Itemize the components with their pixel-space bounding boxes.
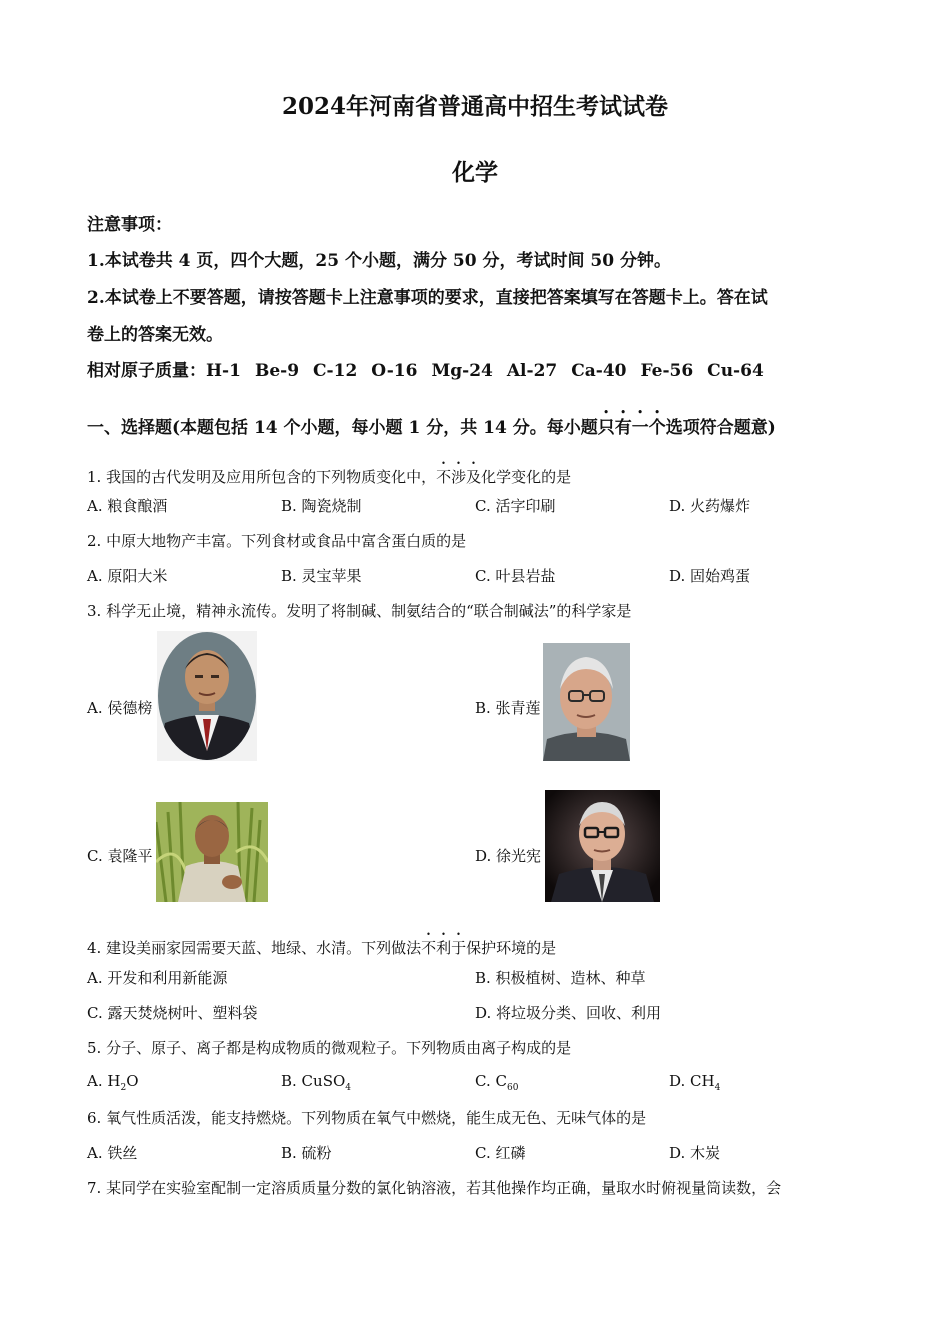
ram-item: Al-27 bbox=[506, 361, 558, 381]
ram-item: Cu-64 bbox=[707, 361, 764, 381]
ram-item: O-16 bbox=[371, 361, 418, 381]
ram-item: Be-9 bbox=[254, 361, 300, 381]
subject-title: 化学 bbox=[452, 159, 498, 186]
q3-option-b: B. 张青莲 bbox=[475, 699, 541, 717]
question-6: 6. 氧气性质活泼，能支持燃烧。下列物质在氧气中燃烧，能生成无色、无味气体的是 bbox=[87, 1109, 647, 1127]
atomic-mass-label: 相对原子质量： bbox=[87, 361, 206, 381]
emphasis-text: 不利于 bbox=[421, 939, 467, 957]
q2-option-d: D. 固始鸡蛋 bbox=[669, 567, 751, 585]
notice-item-2: 2.本试卷上不要答题，请按答题卡上注意事项的要求，直接把答案填写在答题卡上。答在试 bbox=[87, 288, 768, 308]
emphasis-text: 不涉及 bbox=[436, 468, 482, 486]
question-4 bbox=[87, 930, 556, 958]
formula-text: D. CH bbox=[669, 1072, 715, 1090]
q5-option-a bbox=[87, 1072, 139, 1093]
q2-option-b: B. 灵宝苹果 bbox=[281, 567, 362, 585]
q5-option-b bbox=[281, 1072, 351, 1093]
q4-option-a: A. 开发和利用新能源 bbox=[87, 969, 228, 987]
q1-option-d: D. 火药爆炸 bbox=[669, 497, 751, 515]
question-1 bbox=[87, 459, 571, 487]
formula-text: B. CuSO bbox=[281, 1072, 346, 1090]
q6-option-d: D. 木炭 bbox=[669, 1144, 721, 1162]
exam-title: 2024年河南省普通高中招生考试试卷 bbox=[281, 93, 668, 120]
section-1-heading bbox=[87, 408, 776, 438]
q3-option-a: A. 侯德榜 bbox=[87, 699, 153, 717]
atomic-mass-line bbox=[87, 356, 778, 381]
ram-item: Fe-56 bbox=[640, 361, 694, 381]
q4-option-c: C. 露天焚烧树叶、塑料袋 bbox=[87, 1004, 258, 1022]
section-1-text: 选项符合题意) bbox=[665, 418, 776, 438]
question-text: 化学变化的是 bbox=[481, 468, 572, 486]
question-7: 7. 某同学在实验室配制一定溶质质量分数的氯化钠溶液，若其他操作均正确，量取水时俯视量筒读数，会 bbox=[87, 1179, 782, 1197]
question-5: 5. 分子、原子、离子都是构成物质的微观粒子。下列物质由离子构成的是 bbox=[87, 1039, 572, 1057]
q4-option-b: B. 积极植树、造林、种草 bbox=[475, 969, 646, 987]
ram-item: Mg-24 bbox=[431, 361, 493, 381]
ram-item: C-12 bbox=[313, 361, 358, 381]
formula-text: O bbox=[126, 1072, 139, 1090]
question-3: 3. 科学无止境，精神永流传。发明了将制碱、制氨结合的“联合制碱法”的科学家是 bbox=[87, 602, 632, 620]
q5-option-c bbox=[475, 1072, 518, 1093]
ram-item: Ca-40 bbox=[571, 361, 627, 381]
portrait-yuan-longping bbox=[156, 802, 268, 902]
portrait-zhang-qinglian bbox=[543, 643, 630, 761]
q1-option-c: C. 活字印刷 bbox=[475, 497, 556, 515]
q3-option-d: D. 徐光宪 bbox=[475, 847, 542, 865]
question-text: 保护环境的是 bbox=[466, 939, 557, 957]
section-1-text: 一、选择题(本题包括 14 个小题，每小题 1 分，共 14 分。每小题 bbox=[87, 418, 598, 438]
q1-option-b: B. 陶瓷烧制 bbox=[281, 497, 362, 515]
formula-subscript: 2 bbox=[120, 1083, 127, 1093]
question-text: 1. 我国的古代发明及应用所包含的下列物质变化中， bbox=[87, 468, 437, 486]
formula-subscript: 60 bbox=[506, 1083, 519, 1093]
q1-option-a: A. 粮食酿酒 bbox=[87, 497, 168, 515]
portrait-xu-guangxian bbox=[545, 790, 660, 902]
q6-option-b: B. 硫粉 bbox=[281, 1144, 332, 1162]
q4-option-d: D. 将垃圾分类、回收、利用 bbox=[475, 1004, 662, 1022]
ram-item: H-1 bbox=[206, 361, 241, 381]
q3-option-c: C. 袁隆平 bbox=[87, 847, 153, 865]
question-2: 2. 中原大地物产丰富。下列食材或食品中富含蛋白质的是 bbox=[87, 532, 467, 550]
question-text: 4. 建设美丽家园需要天蓝、地绿、水清。下列做法 bbox=[87, 939, 422, 957]
formula-subscript: 4 bbox=[345, 1083, 352, 1093]
notice-item-2-cont: 卷上的答案无效。 bbox=[87, 325, 223, 345]
formula-text: C. C bbox=[475, 1072, 507, 1090]
q6-option-a: A. 铁丝 bbox=[87, 1144, 138, 1162]
formula-subscript: 4 bbox=[714, 1083, 721, 1093]
notice-item-1: 1.本试卷共 4 页，四个大题，25 个小题，满分 50 分，考试时间 50 分钟。 bbox=[87, 251, 671, 271]
q6-option-c: C. 红磷 bbox=[475, 1144, 526, 1162]
q5-option-d bbox=[669, 1072, 720, 1093]
q2-option-a: A. 原阳大米 bbox=[87, 567, 168, 585]
emphasis-text: 只有一个 bbox=[597, 418, 666, 438]
portrait-hou-debang bbox=[157, 631, 257, 761]
q2-option-c: C. 叶县岩盐 bbox=[475, 567, 556, 585]
formula-text: A. H bbox=[87, 1072, 121, 1090]
notice-heading: 注意事项： bbox=[87, 215, 172, 235]
